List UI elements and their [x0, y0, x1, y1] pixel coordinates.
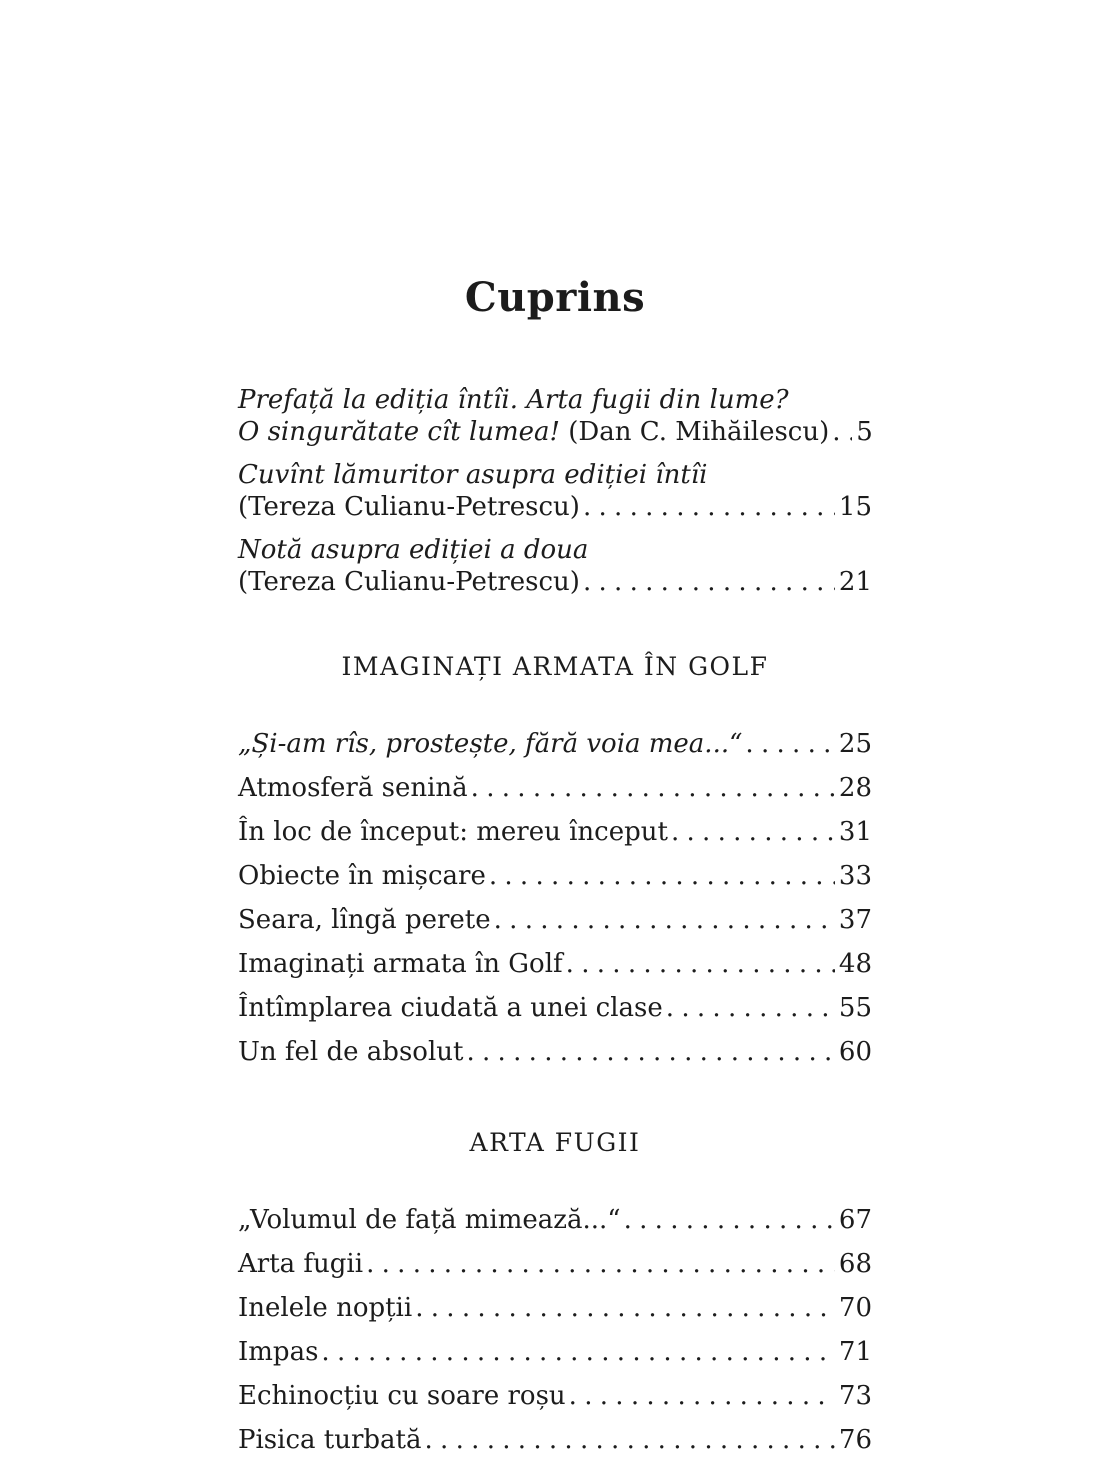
entry-title-text: (Tereza Culianu-Petrescu)	[238, 567, 580, 597]
toc-entry	[238, 1374, 872, 1418]
entry-title-text: „Și-am rîs, prostește, fără voia mea...“	[238, 729, 743, 759]
entry-line	[238, 534, 872, 566]
page-number: 21	[838, 567, 872, 597]
entry-line	[238, 1374, 872, 1418]
entry-title-text: (Dan C. Mihăilescu)	[560, 417, 830, 447]
entry-title-text: Întîmplarea ciudată a unei clase	[238, 993, 663, 1023]
page-title: Cuprins	[464, 274, 646, 321]
dot-leader	[583, 491, 835, 523]
toc-entry	[238, 1242, 872, 1286]
entry-line	[238, 722, 872, 766]
dot-leader	[466, 1030, 834, 1074]
dot-leader	[624, 1198, 835, 1242]
entry-line	[238, 491, 872, 523]
dot-leader	[583, 566, 835, 598]
entry-line	[238, 1286, 872, 1330]
toc-entry	[238, 810, 872, 854]
toc-entry	[238, 384, 872, 448]
entry-line	[238, 854, 872, 898]
dot-leader	[471, 766, 835, 810]
entry-title-text: Impas	[238, 1337, 319, 1367]
toc-entry	[238, 534, 872, 598]
dot-leader	[494, 898, 835, 942]
entry-list	[238, 384, 872, 598]
dot-leader	[321, 1330, 834, 1374]
toc-entry	[238, 722, 872, 766]
entry-line	[238, 1198, 872, 1242]
dot-leader	[832, 416, 852, 448]
entry-title-text: (Tereza Culianu-Petrescu)	[238, 492, 580, 522]
dot-leader	[666, 986, 835, 1030]
entry-title-text: „Volumul de față mimează...“	[238, 1205, 621, 1235]
toc	[238, 384, 872, 1462]
toc-entry	[238, 1330, 872, 1374]
entry-list	[238, 722, 872, 1074]
dot-leader	[569, 1374, 835, 1418]
entry-title-text: Un fel de absolut	[238, 1037, 464, 1067]
entry-line	[238, 384, 872, 416]
page-number: 73	[838, 1381, 872, 1411]
entry-title-text: Inelele nopții	[238, 1293, 413, 1323]
toc-entry	[238, 1286, 872, 1330]
page-number: 48	[838, 949, 872, 979]
entry-title-text: Obiecte în mișcare	[238, 861, 486, 891]
entry-line	[238, 1030, 872, 1074]
entry-list	[238, 1198, 872, 1462]
dot-leader	[566, 942, 835, 986]
page-number: 37	[838, 905, 872, 935]
page-number: 67	[838, 1205, 872, 1235]
entry-title-text: Cuvînt lămuritor asupra ediției întîi	[238, 460, 708, 490]
entry-title-text: Prefață la ediția întîi. Arta fugii din lume?	[238, 385, 789, 415]
page-number: 5	[856, 417, 873, 447]
entry-title-text: Echinocțiu cu soare roșu	[238, 1381, 566, 1411]
page-number: 28	[838, 773, 872, 803]
toc-entry	[238, 459, 872, 523]
entry-line	[238, 1330, 872, 1374]
entry-title-text: O singurătate cît lumea!	[238, 417, 560, 447]
entry-title-text: În loc de început: mereu început	[238, 817, 668, 847]
toc-entry	[238, 942, 872, 986]
page-number: 71	[838, 1337, 872, 1367]
entry-line	[238, 898, 872, 942]
dot-leader	[671, 810, 835, 854]
entry-line	[238, 942, 872, 986]
entry-line	[238, 416, 872, 448]
section-heading: ARTA FUGII	[469, 1128, 641, 1157]
entry-line	[238, 986, 872, 1030]
toc-entry	[238, 854, 872, 898]
toc-entry	[238, 986, 872, 1030]
page-number: 55	[838, 993, 872, 1023]
toc-entry	[238, 766, 872, 810]
toc-entry	[238, 1030, 872, 1074]
toc-entry	[238, 1418, 872, 1462]
page-number: 33	[838, 861, 872, 891]
page-number: 31	[838, 817, 872, 847]
page-number: 15	[838, 492, 872, 522]
entry-line	[238, 459, 872, 491]
section-heading: IMAGINAȚI ARMATA ÎN GOLF	[341, 652, 769, 681]
entry-line	[238, 1242, 872, 1286]
dot-leader	[745, 722, 835, 766]
page-number: 60	[838, 1037, 872, 1067]
entry-line	[238, 766, 872, 810]
dot-leader	[489, 854, 835, 898]
page-number: 68	[838, 1249, 872, 1279]
entry-title-text: Seara, lîngă perete	[238, 905, 491, 935]
toc-entry	[238, 1198, 872, 1242]
book-contents-page	[238, 0, 872, 1462]
entry-title-text: Notă asupra ediției a doua	[238, 535, 589, 565]
dot-leader	[366, 1242, 835, 1286]
dot-leader	[415, 1286, 835, 1330]
page-number: 70	[838, 1293, 872, 1323]
entry-title-text: Pisica turbată	[238, 1425, 422, 1455]
entry-title-text: Arta fugii	[238, 1249, 364, 1279]
entry-title-text: Imaginați armata în Golf	[238, 949, 563, 979]
dot-leader	[425, 1418, 835, 1462]
entry-line	[238, 810, 872, 854]
entry-title-text: Atmosferă senină	[238, 773, 468, 803]
entry-line	[238, 1418, 872, 1462]
toc-entry	[238, 898, 872, 942]
page-number: 76	[838, 1425, 872, 1455]
page-number: 25	[838, 729, 872, 759]
entry-line	[238, 566, 872, 598]
